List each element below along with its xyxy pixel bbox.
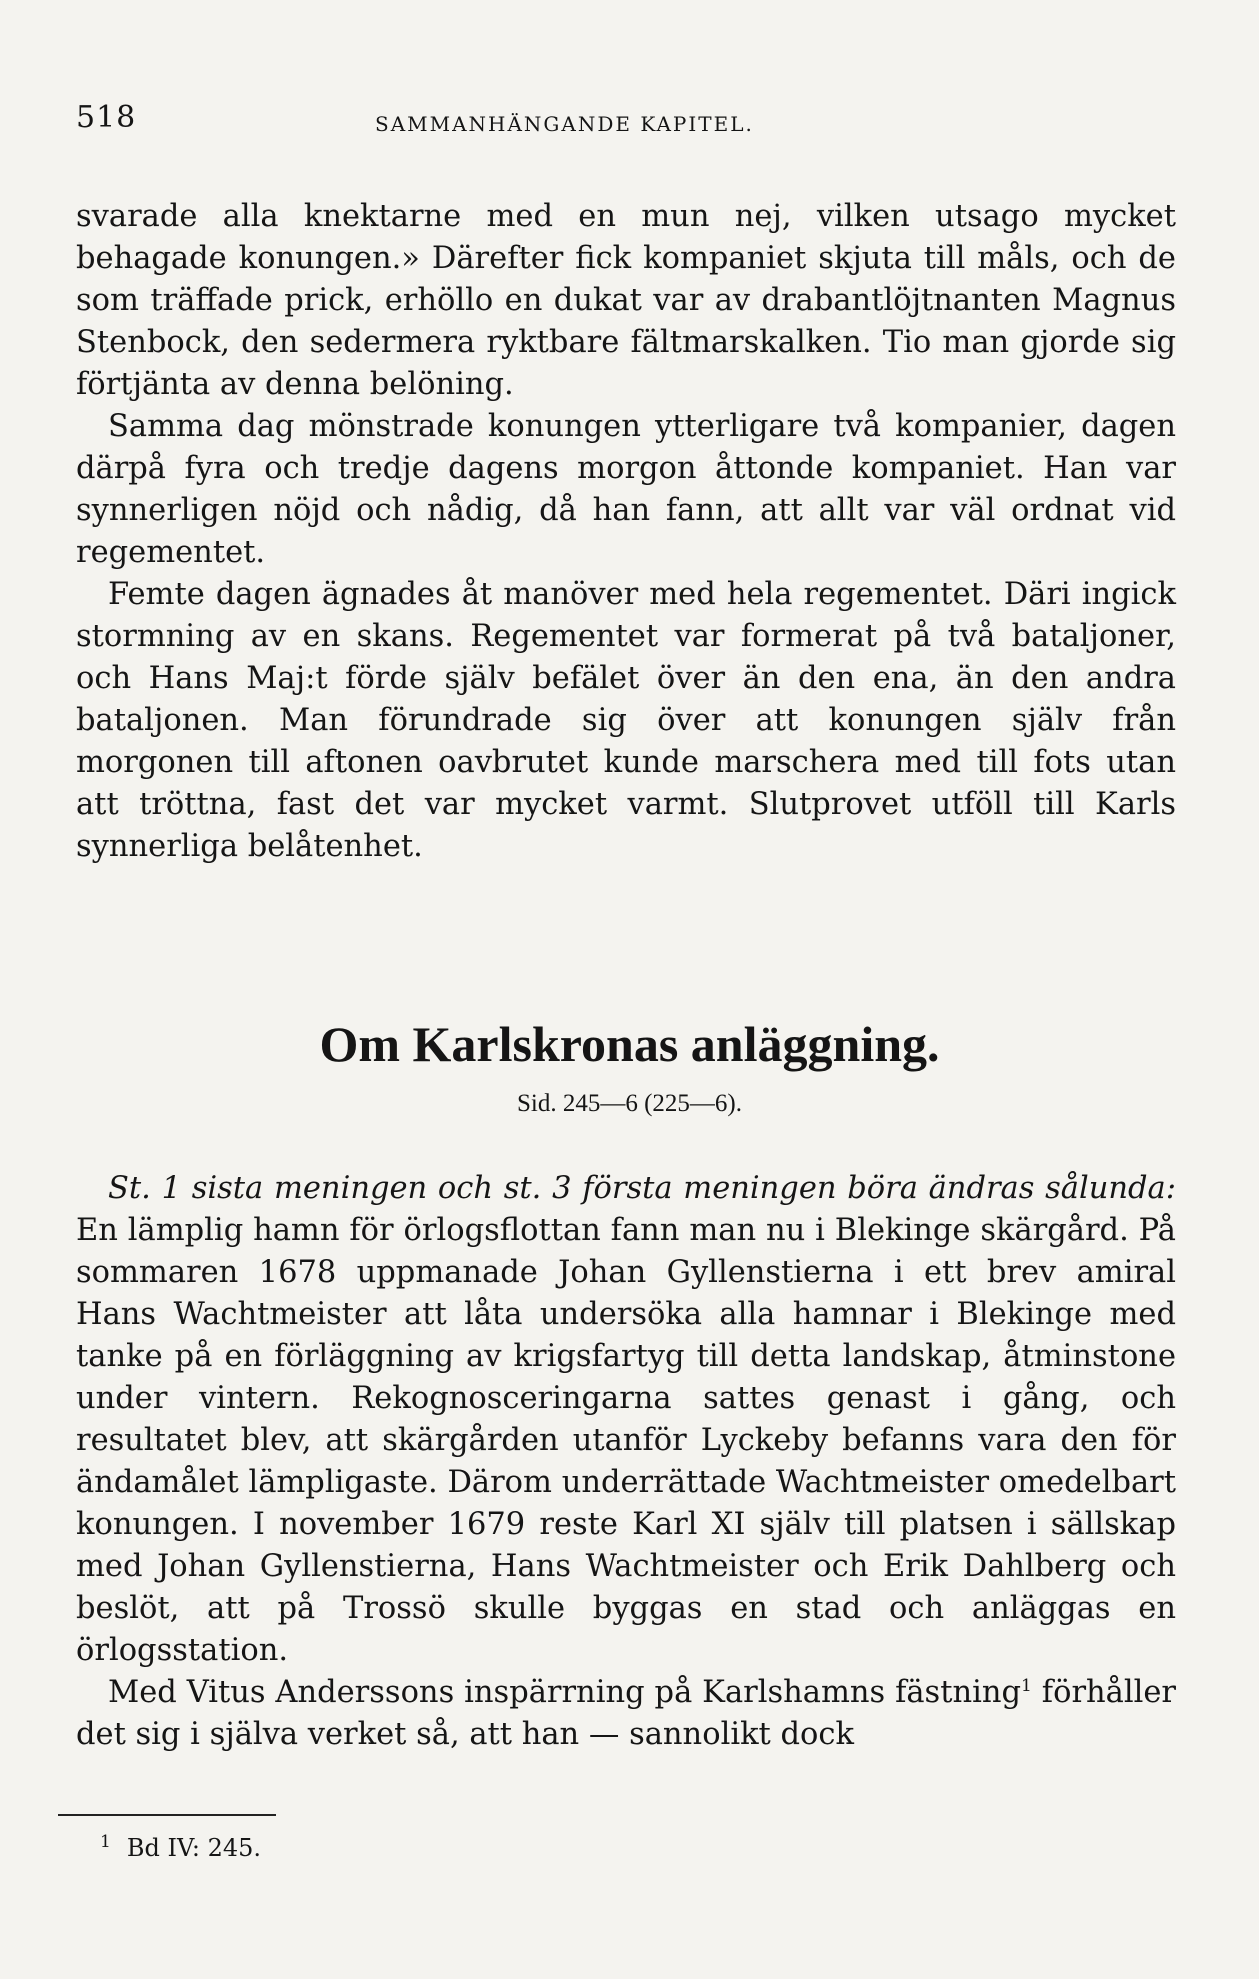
running-title: SAMMANHÄNGANDE KAPITEL. — [375, 112, 754, 136]
body-section-1 — [76, 196, 1176, 868]
paragraph: Femte dagen ägnades åt manöver med hela regementet. Däri ingick stormning av en skans. Regementet var formerat på två bataljoner, och Hans Maj:t förde själv befälet över än den ena, än den andra bataljonen. Man förundrade sig över att konungen själv från morgonen till aftonen oavbrutet kunde marschera med till fots utan att tröttna, fast det var mycket varmt. Slutprovet utföll till Karls synnerliga belåtenhet. — [76, 577, 1176, 864]
body-section-2 — [76, 1168, 1176, 1756]
section-heading: Om Karlskronas anläggning. — [319, 1016, 940, 1072]
paragraph: svarade alla knektarne med en mun nej, vilken utsago mycket behagade konungen.» Därefter fick kompaniet skjuta till måls, och de som träffade prick, erhöllo en dukat var av drabantlöjtnanten Magnus Stenbock, den sedermera ryktbare fältmarskalken. Tio man gjorde sig förtjänta av denna belöning. — [76, 199, 1176, 402]
paragraph-text: Med Vitus Anderssons inspärrning på Karlshamns fästning — [108, 1675, 1022, 1710]
paragraph-text: En lämplig hamn för örlogsflottan fann man nu i Blekinge skärgård. På sommaren 1678 uppmanade Johan Gyllenstierna i ett brev amiral Hans Wachtmeister att låta undersöka alla hamnar i Blekinge med tanke på en förläggning av krigsfartyg till detta landskap, åtminstone under vintern. Rekognosceringarna sattes genast i gång, och resultatet blev, att skärgården utanför Lyckeby befanns vara den för ändamålet lämpligaste. Därom underrättade Wachtmeister omedelbart konungen. I november 1679 reste Karl XI själv till platsen i sällskap med Johan Gyllenstierna, Hans Wachtmeister och Erik Dahlberg och beslöt, att på Trossö skulle byggas en stad och anläggas en örlogsstation. — [76, 1213, 1176, 1668]
paragraph — [76, 1168, 1176, 1672]
page-number: 518 — [76, 100, 137, 135]
paragraph: Samma dag mönstrade konungen ytterligare två kompanier, dagen därpå fyra och tredje dagens morgon åttonde kompaniet. Han var synnerligen nöjd och nådig, då han fann, att allt var väl ordnat vid regementet. — [76, 409, 1176, 570]
footnote — [100, 1832, 261, 1862]
paragraph-text: förhåller det sig i själva verket så, att han — sannolikt dock — [76, 1675, 1176, 1752]
footnote-marker: 1 — [100, 1832, 111, 1852]
section-subheading: Sid. 245—6 (225—6). — [517, 1090, 742, 1117]
paragraph — [76, 1672, 1176, 1756]
italic-instruction: St. 1 sista meningen och st. 3 första meningen böra ändras sålunda: — [108, 1171, 1176, 1206]
footnote-divider — [58, 1814, 276, 1816]
footnote-reference: 1 — [1021, 1675, 1032, 1696]
running-head — [76, 100, 1179, 140]
footnote-text: Bd IV: 245. — [126, 1834, 262, 1862]
